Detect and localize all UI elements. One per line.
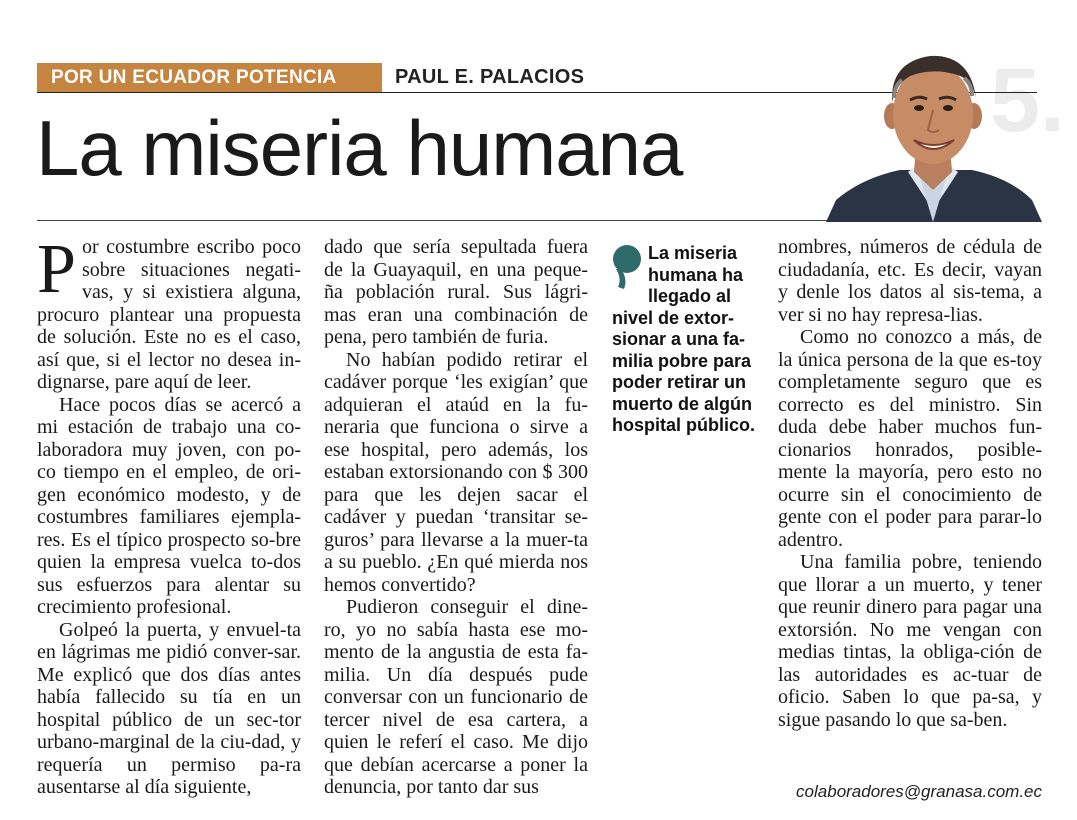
ghost-page-number: 5. — [990, 51, 1066, 151]
paragraph — [37, 231, 301, 394]
quote-mark-icon — [612, 243, 644, 291]
author-portrait — [822, 50, 1044, 222]
paragraph: Como no conozco a más, de la única persona de la que es-toy completamente seguro que es correcto es del ministro. Sin duda debe haber muchos fun-cionarios honrados, posible-mente la mayoría, pero esto no ocurre sin el conocimiento de gente con el poder para parar-lo adentro. — [778, 326, 1042, 551]
paragraph: Hace pocos días se acercó a mi estación de trabajo una co-laboradora muy joven, con po-co tiempo en el empleo, de ori-gen económico modesto, y de costumbres familiares ejempla-res. Es el típico prospecto so-bre quien la empresa vuelca to-dos sus esfuerzos para alentar su crecimiento profesional. — [37, 393, 301, 618]
section-tag: POR UN ECUADOR POTENCIA — [37, 63, 382, 92]
contact-email: colaboradores@granasa.com.ec — [796, 782, 1042, 801]
paragraph: dado que sería sepultada fuera de la Guayaquil, en una peque-ña población rural. Sus lágri-mas eran una combinación de pena, pero también de furia. — [324, 236, 588, 348]
paragraph: Pudieron conseguir el dine-ro, yo no sabía hasta ese mo-mento de la angustia de esta fa-milia. Un día después pude conversar con un funcionario de tercer nivel de esa cartera, a quien le referí el caso. Me dijo que debían acercarse a poner la denuncia, por tanto dar sus — [324, 596, 588, 798]
paragraph: No habían podido retirar el cadáver porque ‘les exigían’ que adquieran el ataúd en la fu-neraria que funciona o sirve a ese hospital, pero además, los estaban extorsionando con $ 300 para que les dejen sacar el cadáver y puedan ‘transitar se-guros’ para llevarse a la muer-ta a su pueblo. ¿En qué mierda nos hemos convertido? — [324, 348, 588, 596]
paragraph: Una familia pobre, teniendo que llorar a un muerto, y tener que reunir dinero para pagar una extorsión. No me vengan con medias tintas, la obliga-ción de las autoridades es ac-tuar de oficio. Saben lo que pa-sa, y sigue pasando lo que sa-ben. — [778, 551, 1042, 731]
article-column-3 — [778, 236, 1042, 731]
article-column-1 — [37, 231, 301, 799]
headline: La miseria humana — [36, 104, 683, 192]
article-column-2 — [324, 236, 588, 799]
pull-quote-text: La miseria humana ha llegado al nivel de extor-sionar a una fa-milia pobre para poder retirar un muerto de algún hospital público. — [612, 243, 755, 435]
paragraph: Golpeó la puerta, y envuel-ta en lágrimas me pidió conver-sar. Me explicó que dos días antes había fallecido su tía en un hospital público de un sec-tor urbano-marginal de la ciu-dad, y requería un permiso pa-ra ausentarse al día siguiente, — [37, 618, 301, 798]
paragraph: nombres, números de cédula de ciudadanía, etc. Es decir, vayan y denle los datos al sis-tema, a ver si no hay represa-lias. — [778, 236, 1042, 326]
paragraph-lead-text: or costumbre escribo poco sobre situaciones negati-vas, y si existiera alguna, procuro plantear una propuesta de solución. Este no es el caso, así que, si el lector no desea in-dignarse, pare aquí de leer. — [37, 236, 301, 393]
author-byline: PAUL E. PALACIOS — [395, 66, 585, 88]
drop-cap: P — [37, 231, 76, 308]
pull-quote — [612, 243, 764, 437]
